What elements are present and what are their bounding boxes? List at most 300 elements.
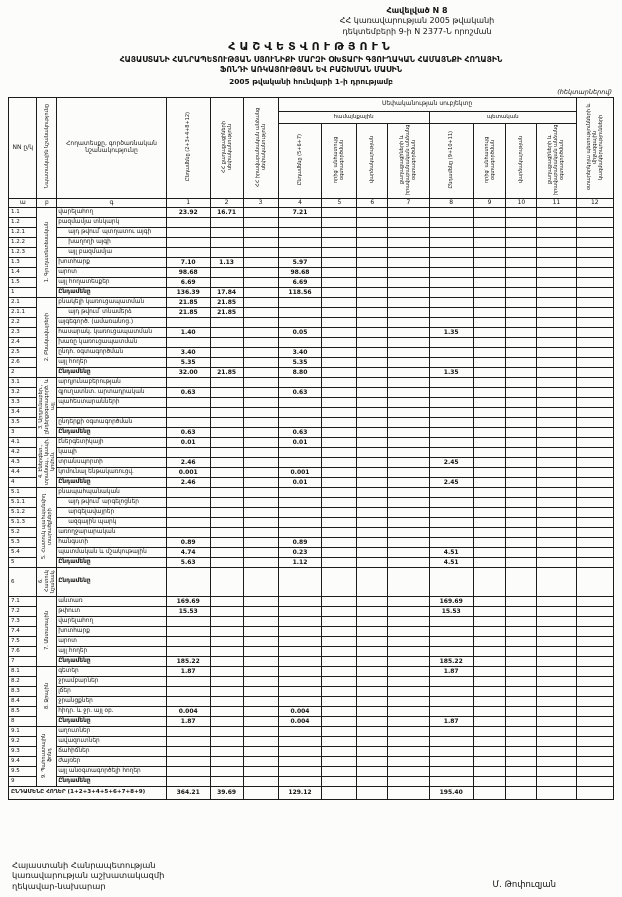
value-cell	[537, 717, 576, 727]
signatory-line-3: ղեկավար-նախարար	[12, 881, 106, 892]
value-cell	[243, 448, 278, 458]
value-cell	[243, 548, 278, 558]
value-cell	[278, 408, 322, 418]
signatory-line-2: կառավարության աշխատակազմի	[12, 870, 165, 881]
value-cell	[473, 498, 506, 508]
value-cell	[506, 308, 537, 318]
value-cell	[243, 767, 278, 777]
land-type-label: բնակելի կառուցապատման	[57, 298, 167, 308]
value-cell: 4.51	[429, 558, 473, 568]
value-cell	[576, 268, 613, 278]
row-code: 7.3	[9, 617, 37, 627]
table-row	[9, 548, 614, 558]
value-cell	[473, 318, 506, 328]
signature-name: Մ. Թոփուզյան	[492, 880, 556, 890]
value-cell	[243, 717, 278, 727]
land-type-label: այգեգործ. (ամառանոց.)	[57, 318, 167, 328]
value-cell	[322, 737, 357, 747]
value-cell	[243, 697, 278, 707]
col-header-communal-free-use	[322, 123, 357, 199]
value-cell	[473, 388, 506, 398]
value-cell	[322, 408, 357, 418]
value-cell	[243, 228, 278, 238]
value-cell	[576, 378, 613, 388]
value-cell	[243, 438, 278, 448]
value-cell	[357, 627, 388, 637]
value-cell	[278, 657, 322, 667]
value-cell	[388, 767, 430, 777]
value-cell: 118.56	[278, 288, 322, 298]
value-cell	[576, 697, 613, 707]
value-cell	[388, 298, 430, 308]
value-cell	[166, 228, 210, 238]
value-cell	[429, 637, 473, 647]
value-cell	[243, 558, 278, 568]
value-cell: 1.87	[429, 667, 473, 677]
value-cell	[166, 408, 210, 418]
row-code: 1.2.1	[9, 228, 37, 238]
value-cell	[357, 657, 388, 667]
value-cell	[210, 478, 243, 488]
value-cell	[278, 398, 322, 408]
value-cell	[210, 637, 243, 647]
value-cell	[506, 298, 537, 308]
row-code: 2.4	[9, 338, 37, 348]
value-cell	[166, 677, 210, 687]
land-type-label: ժայռեր	[57, 757, 167, 767]
land-type-label: Ընդամենը	[57, 717, 167, 727]
value-cell	[278, 617, 322, 627]
value-cell	[388, 228, 430, 238]
value-cell: 2.46	[166, 478, 210, 488]
value-cell	[210, 538, 243, 548]
land-type-label: անտառ	[57, 597, 167, 607]
value-cell	[388, 388, 430, 398]
value-cell	[576, 657, 613, 667]
value-cell	[473, 408, 506, 418]
table-row	[9, 378, 614, 388]
value-cell	[210, 228, 243, 238]
value-cell	[576, 767, 613, 777]
value-cell	[243, 368, 278, 378]
value-cell	[388, 687, 430, 697]
col-header-total	[166, 97, 210, 199]
value-cell	[243, 488, 278, 498]
value-cell	[357, 757, 388, 767]
value-cell	[429, 338, 473, 348]
value-cell	[210, 398, 243, 408]
value-cell	[357, 687, 388, 697]
value-cell	[429, 767, 473, 777]
land-type-label: Ընդամենը	[57, 558, 167, 568]
value-cell	[576, 448, 613, 458]
value-cell	[278, 248, 322, 258]
value-cell	[506, 757, 537, 767]
value-cell	[429, 727, 473, 737]
value-cell	[388, 328, 430, 338]
value-cell	[243, 627, 278, 637]
table-row	[9, 458, 614, 468]
value-cell	[429, 448, 473, 458]
value-cell	[322, 647, 357, 657]
value-cell	[322, 368, 357, 378]
col-header-state-total	[429, 123, 473, 199]
value-cell: 0.89	[278, 538, 322, 548]
land-type-label: առողջարարական	[57, 528, 167, 538]
value-cell: 0.004	[278, 717, 322, 727]
value-cell	[473, 488, 506, 498]
row-code: 8.4	[9, 697, 37, 707]
value-cell	[322, 508, 357, 518]
value-cell	[243, 238, 278, 248]
value-cell	[576, 258, 613, 268]
value-cell	[537, 328, 576, 338]
value-cell	[357, 468, 388, 478]
value-cell	[537, 627, 576, 637]
value-cell	[322, 538, 357, 548]
value-cell	[429, 777, 473, 787]
value-cell	[166, 757, 210, 767]
value-cell	[388, 518, 430, 528]
col-header-purpose	[37, 97, 57, 199]
table-row	[9, 528, 614, 538]
value-cell	[473, 298, 506, 308]
value-cell: 15.53	[166, 607, 210, 617]
value-cell	[357, 208, 388, 218]
value-cell	[506, 667, 537, 677]
land-type-label: պահեստարանների	[57, 398, 167, 408]
value-cell	[473, 568, 506, 597]
value-cell	[322, 338, 357, 348]
grand-total-value-cell: 39.69	[210, 787, 243, 800]
col-header-state-lease-text: վարձակալության	[518, 136, 525, 184]
land-type-label: վարելահող	[57, 617, 167, 627]
value-cell	[210, 518, 243, 528]
value-cell	[506, 528, 537, 538]
value-cell: 98.68	[278, 268, 322, 278]
row-code: 2.3	[9, 328, 37, 338]
value-cell	[243, 747, 278, 757]
value-cell	[473, 468, 506, 478]
row-code: 3.3	[9, 398, 37, 408]
value-cell	[506, 328, 537, 338]
value-cell	[576, 208, 613, 218]
value-cell	[243, 388, 278, 398]
value-cell	[537, 558, 576, 568]
report-title: ՀԱՇՎԵՏՎՈՒԹՅՈՒՆ	[228, 40, 394, 54]
value-cell	[322, 637, 357, 647]
value-cell	[537, 338, 576, 348]
value-cell	[388, 697, 430, 707]
value-cell	[506, 777, 537, 787]
value-cell	[322, 288, 357, 298]
appendix-line-3: դեկտեմբերի 9-ի N 2377-Ն որոշման	[342, 26, 492, 36]
value-cell	[506, 697, 537, 707]
value-cell	[537, 677, 576, 687]
value-cell	[357, 637, 388, 647]
numbering-cell: 9	[473, 199, 506, 208]
value-cell	[357, 388, 388, 398]
col-header-total-text: Ընդամենը (2+3+4+8+12)	[185, 112, 192, 182]
value-cell	[278, 308, 322, 318]
table-row	[9, 488, 614, 498]
value-cell	[357, 338, 388, 348]
land-type-label: արգելավայրեր	[57, 508, 167, 518]
value-cell	[537, 448, 576, 458]
value-cell	[243, 637, 278, 647]
value-cell	[322, 627, 357, 637]
value-cell	[322, 677, 357, 687]
value-cell: 1.13	[210, 258, 243, 268]
row-code: 4.1	[9, 438, 37, 448]
col-header-communal-total-text: Ընդամենը (5+6+7)	[296, 134, 303, 186]
value-cell	[506, 657, 537, 667]
value-cell	[166, 508, 210, 518]
value-cell: 1.12	[278, 558, 322, 568]
col-header-communal-citizens-use	[388, 123, 430, 199]
row-code: 2.1.1	[9, 308, 37, 318]
numbering-cell: գ	[57, 199, 167, 208]
value-cell	[506, 597, 537, 607]
value-cell: 4.74	[166, 548, 210, 558]
value-cell	[357, 258, 388, 268]
value-cell	[357, 288, 388, 298]
col-header-citizens-text: ՀՀ քաղաքացիների սեփականություն	[220, 120, 233, 173]
table-row	[9, 538, 614, 548]
value-cell	[537, 368, 576, 378]
table-row	[9, 667, 614, 677]
value-cell: 5.63	[166, 558, 210, 568]
value-cell	[576, 318, 613, 328]
section-label-text: 8. Ջրային	[43, 682, 50, 709]
numbering-cell: ա	[9, 199, 37, 208]
value-cell: 0.89	[166, 538, 210, 548]
row-code: 5.1.1	[9, 498, 37, 508]
value-cell	[357, 677, 388, 687]
value-cell	[506, 687, 537, 697]
col-header-foreign-text: օտարերկրյա պետությունների և միջազգային կազմակերպությունների	[585, 103, 604, 190]
table-row	[9, 318, 614, 328]
section-label-text: 3. Արդյունաբեր., ընդերքօգտագործ. և այլ	[37, 379, 56, 435]
value-cell	[473, 368, 506, 378]
value-cell	[278, 458, 322, 468]
value-cell	[388, 707, 430, 717]
table-row	[9, 218, 614, 228]
table-row	[9, 248, 614, 258]
value-cell	[506, 428, 537, 438]
value-cell	[506, 627, 537, 637]
value-cell	[537, 637, 576, 647]
value-cell	[210, 438, 243, 448]
land-balance-table	[8, 97, 614, 801]
value-cell	[388, 568, 430, 597]
value-cell	[473, 737, 506, 747]
value-cell	[388, 288, 430, 298]
value-cell	[388, 548, 430, 558]
value-cell: 6.69	[278, 278, 322, 288]
land-type-label: խաղողի այգի	[57, 238, 167, 248]
row-code: 1.2	[9, 218, 37, 228]
value-cell	[576, 488, 613, 498]
land-type-label: խոտհարք	[57, 258, 167, 268]
value-cell	[322, 258, 357, 268]
value-cell	[322, 777, 357, 787]
grand-total-value-cell	[388, 787, 430, 800]
table-row	[9, 228, 614, 238]
value-cell	[473, 448, 506, 458]
table-row	[9, 727, 614, 737]
value-cell	[322, 208, 357, 218]
table-row	[9, 338, 614, 348]
section-label-text: 6. Հատուկ նշանակ.	[37, 569, 56, 593]
value-cell	[243, 568, 278, 597]
grand-total-value-cell	[537, 787, 576, 800]
col-header-landtype: Հողատեսքը, գործառնական նշանակությունը	[57, 97, 167, 199]
value-cell	[506, 737, 537, 747]
value-cell	[429, 418, 473, 428]
value-cell	[388, 647, 430, 657]
value-cell	[243, 498, 278, 508]
value-cell	[357, 568, 388, 597]
row-code: 5	[9, 558, 37, 568]
row-code: 7.4	[9, 627, 37, 637]
value-cell	[537, 767, 576, 777]
value-cell	[166, 338, 210, 348]
value-cell	[166, 737, 210, 747]
numbering-cell: 5	[322, 199, 357, 208]
grand-total-value-cell: 129.12	[278, 787, 322, 800]
row-code: 8.3	[9, 687, 37, 697]
value-cell	[537, 777, 576, 787]
value-cell	[506, 558, 537, 568]
value-cell	[388, 348, 430, 358]
value-cell	[322, 707, 357, 717]
value-cell	[388, 757, 430, 767]
value-cell	[576, 518, 613, 528]
row-code: 1	[9, 288, 37, 298]
value-cell	[322, 747, 357, 757]
value-cell	[506, 418, 537, 428]
value-cell	[473, 637, 506, 647]
value-cell	[576, 777, 613, 787]
value-cell	[357, 398, 388, 408]
value-cell	[473, 398, 506, 408]
value-cell	[210, 248, 243, 258]
value-cell	[537, 518, 576, 528]
value-cell	[506, 278, 537, 288]
table-row	[9, 647, 614, 657]
row-code: 3.4	[9, 408, 37, 418]
row-code: 7.2	[9, 607, 37, 617]
value-cell	[357, 518, 388, 528]
value-cell: 0.63	[166, 388, 210, 398]
appendix-line-1: Հավելված N 8	[386, 6, 448, 15]
value-cell	[278, 238, 322, 248]
value-cell	[576, 757, 613, 767]
value-cell	[473, 288, 506, 298]
value-cell	[166, 318, 210, 328]
section-label	[37, 667, 57, 727]
value-cell	[243, 208, 278, 218]
value-cell: 21.85	[210, 298, 243, 308]
value-cell: 169.69	[429, 597, 473, 607]
value-cell	[388, 418, 430, 428]
value-cell	[506, 617, 537, 627]
row-code: 3.2	[9, 388, 37, 398]
value-cell	[210, 757, 243, 767]
value-cell: 136.39	[166, 288, 210, 298]
value-cell	[322, 238, 357, 248]
grand-total-row	[9, 787, 614, 800]
value-cell	[576, 228, 613, 238]
row-code: 8.1	[9, 667, 37, 677]
value-cell	[210, 727, 243, 737]
value-cell	[576, 278, 613, 288]
value-cell: 3.40	[166, 348, 210, 358]
value-cell	[473, 697, 506, 707]
value-cell	[357, 767, 388, 777]
value-cell	[506, 448, 537, 458]
value-cell	[243, 268, 278, 278]
value-cell	[210, 358, 243, 368]
value-cell	[506, 258, 537, 268]
value-cell	[506, 438, 537, 448]
group-header-state: պետական	[429, 111, 576, 123]
value-cell	[576, 747, 613, 757]
land-type-label: այլ հողեր	[57, 358, 167, 368]
value-cell	[576, 418, 613, 428]
value-cell	[243, 607, 278, 617]
value-cell	[429, 627, 473, 637]
value-cell	[473, 418, 506, 428]
value-cell	[243, 418, 278, 428]
land-type-label	[57, 408, 167, 418]
table-row	[9, 508, 614, 518]
numbering-row	[9, 199, 614, 208]
value-cell	[506, 408, 537, 418]
value-cell	[576, 408, 613, 418]
value-cell	[506, 568, 537, 597]
value-cell	[429, 358, 473, 368]
value-cell: 0.23	[278, 548, 322, 558]
value-cell	[388, 627, 430, 637]
land-type-label: կոմունալ ենթակառուցվ.	[57, 468, 167, 478]
value-cell	[429, 258, 473, 268]
value-cell	[429, 278, 473, 288]
value-cell: 1.35	[429, 368, 473, 378]
value-cell	[429, 508, 473, 518]
value-cell	[388, 368, 430, 378]
value-cell	[473, 268, 506, 278]
value-cell	[537, 398, 576, 408]
value-cell	[210, 238, 243, 248]
value-cell	[576, 438, 613, 448]
land-type-label: հասարակ. կառուցապատման	[57, 328, 167, 338]
value-cell	[576, 647, 613, 657]
value-cell	[576, 637, 613, 647]
value-cell	[537, 747, 576, 757]
land-type-label: թփուտ	[57, 607, 167, 617]
value-cell	[243, 468, 278, 478]
value-cell	[473, 208, 506, 218]
col-header-communal-total	[278, 123, 322, 199]
col-header-state-citizens-use	[537, 123, 576, 199]
section-total-row	[9, 558, 614, 568]
value-cell	[166, 248, 210, 258]
col-header-legal-entities-text: ՀՀ իրավաբանական անձանց սեփականություն	[254, 107, 267, 187]
row-code: 7.1	[9, 597, 37, 607]
value-cell	[388, 528, 430, 538]
